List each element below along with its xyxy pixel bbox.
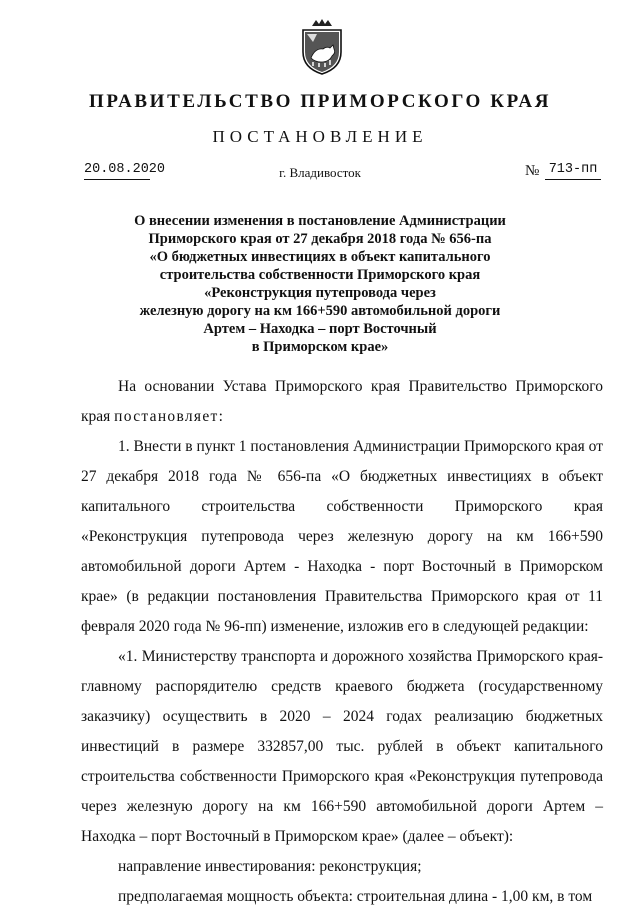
document-date: 20.08.2020 <box>84 162 150 180</box>
resolves-word: постановляет: <box>114 408 225 425</box>
number-sign: № <box>525 163 540 179</box>
paragraph-item-1: 1. Внести в пункт 1 постановления Администрации Приморского края от 27 декабря 2018 года № 656-па «О бюджетных инвестициях в объект капитального строительства собственности Приморского края «Реконструкция путепровода через железную дорогу на км 166+590 автомобильной дороги Артем - Находка - порт Восточный в Приморском крае» (в редакции постановления Правительства Приморского края от 11 февраля 2020 года № 96-пп) изменение, изложив его в следующей редакции: <box>81 438 603 635</box>
heading-line: О внесении изменения в постановление Администрации <box>134 213 506 229</box>
heading-line: «О бюджетных инвестициях в объект капитального <box>149 249 491 265</box>
document-body <box>81 372 603 912</box>
paragraph-direction: направление инвестирования: реконструкция; <box>118 858 422 875</box>
heading-line: железную дорогу на км 166+590 автомобильной дороги <box>139 303 501 319</box>
document-heading <box>90 212 550 356</box>
paragraph-new-edition: «1. Министерству транспорта и дорожного хозяйства Приморского края-главному распорядителю средств краевого бюджета (государственному заказчику) осуществить в 2020 – 2024 годах реализацию бюджетных инвестиций в размере 332857,00 тыс. рублей в объект капитального строительства собственности Приморского края «Реконструкция путепровода через железную дорогу на км 166+590 автомобильной дороги Артем – Находка – порт Восточный в Приморском крае» (далее – объект): <box>81 648 603 845</box>
document-number: 713-пп <box>545 162 601 180</box>
preamble-text: На основании Устава Приморского края Правительство Приморского края <box>81 378 603 425</box>
heading-line: строительства собственности Приморского края <box>159 267 481 283</box>
government-title: ПРАВИТЕЛЬСТВО ПРИМОРСКОГО КРАЯ <box>88 91 552 112</box>
paragraph-preamble <box>81 372 603 432</box>
paragraph-capacity: предполагаемая мощность объекта: строительная длина - 1,00 км, в том <box>118 888 593 905</box>
heading-line: Артем – Находка – порт Восточный <box>203 321 437 337</box>
document-city: г. Владивосток <box>279 165 361 180</box>
coat-of-arms-icon <box>299 18 345 76</box>
heading-line: «Реконструкция путепровода через <box>204 285 436 301</box>
heading-line: Приморского края от 27 декабря 2018 года № 656-па <box>148 231 492 247</box>
heading-line: в Приморском крае» <box>251 339 389 355</box>
document-type: ПОСТАНОВЛЕНИЕ <box>212 127 428 146</box>
